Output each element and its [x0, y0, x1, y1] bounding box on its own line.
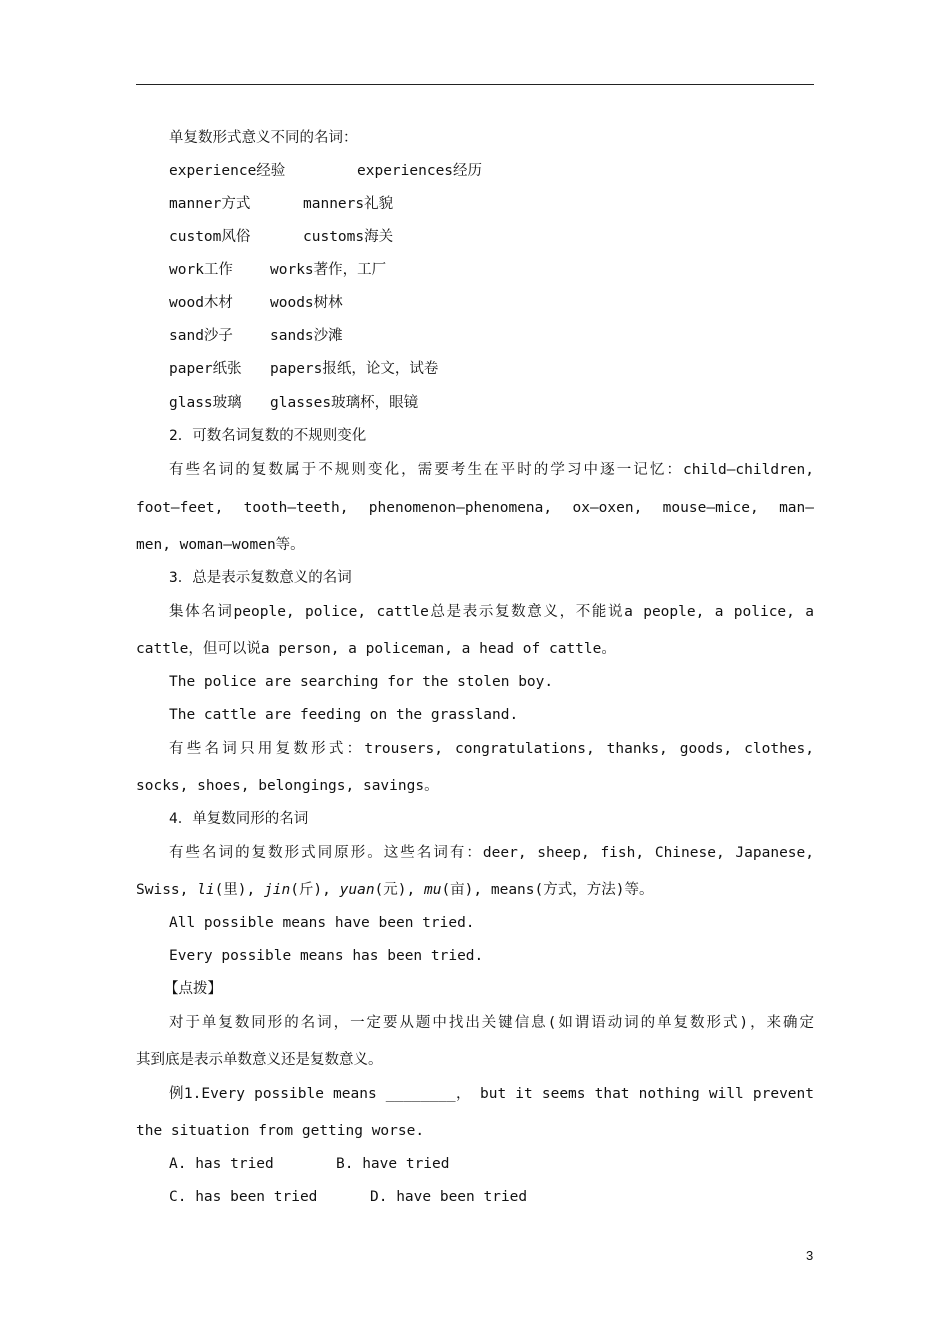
- text-run: (里),: [214, 882, 264, 898]
- option-c: C. has been tried: [169, 1189, 318, 1205]
- page-number: 3: [806, 1248, 814, 1263]
- example-sentence: The cattle are feeding on the grassland.: [169, 707, 519, 723]
- paragraph-line: cattle，但可以说a person, a policeman, a head of cattle。: [136, 641, 616, 657]
- tip-heading: 【点拨】: [164, 981, 222, 997]
- italic-term: li: [197, 882, 215, 898]
- pair-singular: paper纸张: [169, 361, 242, 377]
- pair-plural: glasses玻璃杯，眼镜: [270, 395, 419, 411]
- text-run: Swiss,: [136, 882, 198, 898]
- example-sentence: The police are searching for the stolen boy.: [169, 674, 554, 690]
- pair-singular: sand沙子: [169, 328, 233, 344]
- pair-plural: works著作，工厂: [270, 262, 387, 278]
- option-a: A. has tried: [169, 1156, 274, 1172]
- paragraph-line: 其到底是表示单数意义还是复数意义。: [136, 1052, 383, 1068]
- pair-singular: glass玻璃: [169, 395, 242, 411]
- section-heading: 2．可数名词复数的不规则变化: [169, 428, 367, 444]
- pair-singular: wood木材: [169, 295, 233, 311]
- paragraph-line: 有些名词的复数形式同原形。这些名词有：deer, sheep, fish, Chinese, Japanese,: [169, 845, 814, 861]
- example-sentence: All possible means have been tried.: [169, 915, 475, 931]
- example-sentence: Every possible means has been tried.: [169, 948, 484, 964]
- italic-term: jin: [264, 882, 291, 898]
- pair-plural: papers报纸，论文，试卷: [270, 361, 439, 377]
- paragraph-line: men, woman—women等。: [136, 537, 305, 553]
- header-rule: [136, 84, 814, 85]
- paragraph-line: [136, 880, 814, 900]
- option-d: D. have been tried: [370, 1189, 528, 1205]
- pair-plural: customs海关: [303, 229, 394, 245]
- pair-plural: experiences经历: [357, 163, 483, 179]
- pair-singular: experience经验: [169, 163, 286, 179]
- option-b: B. have tried: [336, 1156, 450, 1172]
- paragraph-line: 集体名词people, police, cattle总是表示复数意义，不能说a people, a police, a: [169, 604, 814, 620]
- section-title: 单复数形式意义不同的名词：: [169, 130, 358, 146]
- pair-plural: sands沙滩: [270, 328, 343, 344]
- question-stem: 例1.Every possible means ________， but it seems that nothing will prevent: [169, 1086, 814, 1102]
- italic-term: yuan: [339, 882, 375, 898]
- paragraph-line: foot—feet, tooth—teeth, phenomenon—phenomena, ox—oxen, mouse—mice, man—: [136, 500, 814, 516]
- pair-singular: work工作: [169, 262, 233, 278]
- question-stem: the situation from getting worse.: [136, 1123, 425, 1139]
- paragraph-line: 对于单复数同形的名词，一定要从题中找出关键信息(如谓语动词的单复数形式)，来确定: [169, 1015, 814, 1031]
- pair-plural: woods树林: [270, 295, 343, 311]
- pair-singular: custom风俗: [169, 229, 251, 245]
- section-heading: 3．总是表示复数意义的名词: [169, 570, 352, 586]
- text-run: (元),: [374, 882, 424, 898]
- paragraph-line: 有些名词只用复数形式：trousers, congratulations, thanks, goods, clothes,: [169, 741, 814, 757]
- italic-term: mu: [423, 882, 442, 898]
- pair-plural: manners礼貌: [303, 196, 394, 212]
- text-run: (亩), means(方式，方法)等。: [441, 882, 654, 898]
- paragraph-line: socks, shoes, belongings, savings。: [136, 778, 439, 794]
- text-run: (斤),: [290, 882, 340, 898]
- pair-singular: manner方式: [169, 196, 251, 212]
- paragraph-line: 有些名词的复数属于不规则变化，需要考生在平时的学习中逐一记忆：child—children,: [169, 462, 814, 478]
- section-heading: 4．单复数同形的名词: [169, 811, 309, 827]
